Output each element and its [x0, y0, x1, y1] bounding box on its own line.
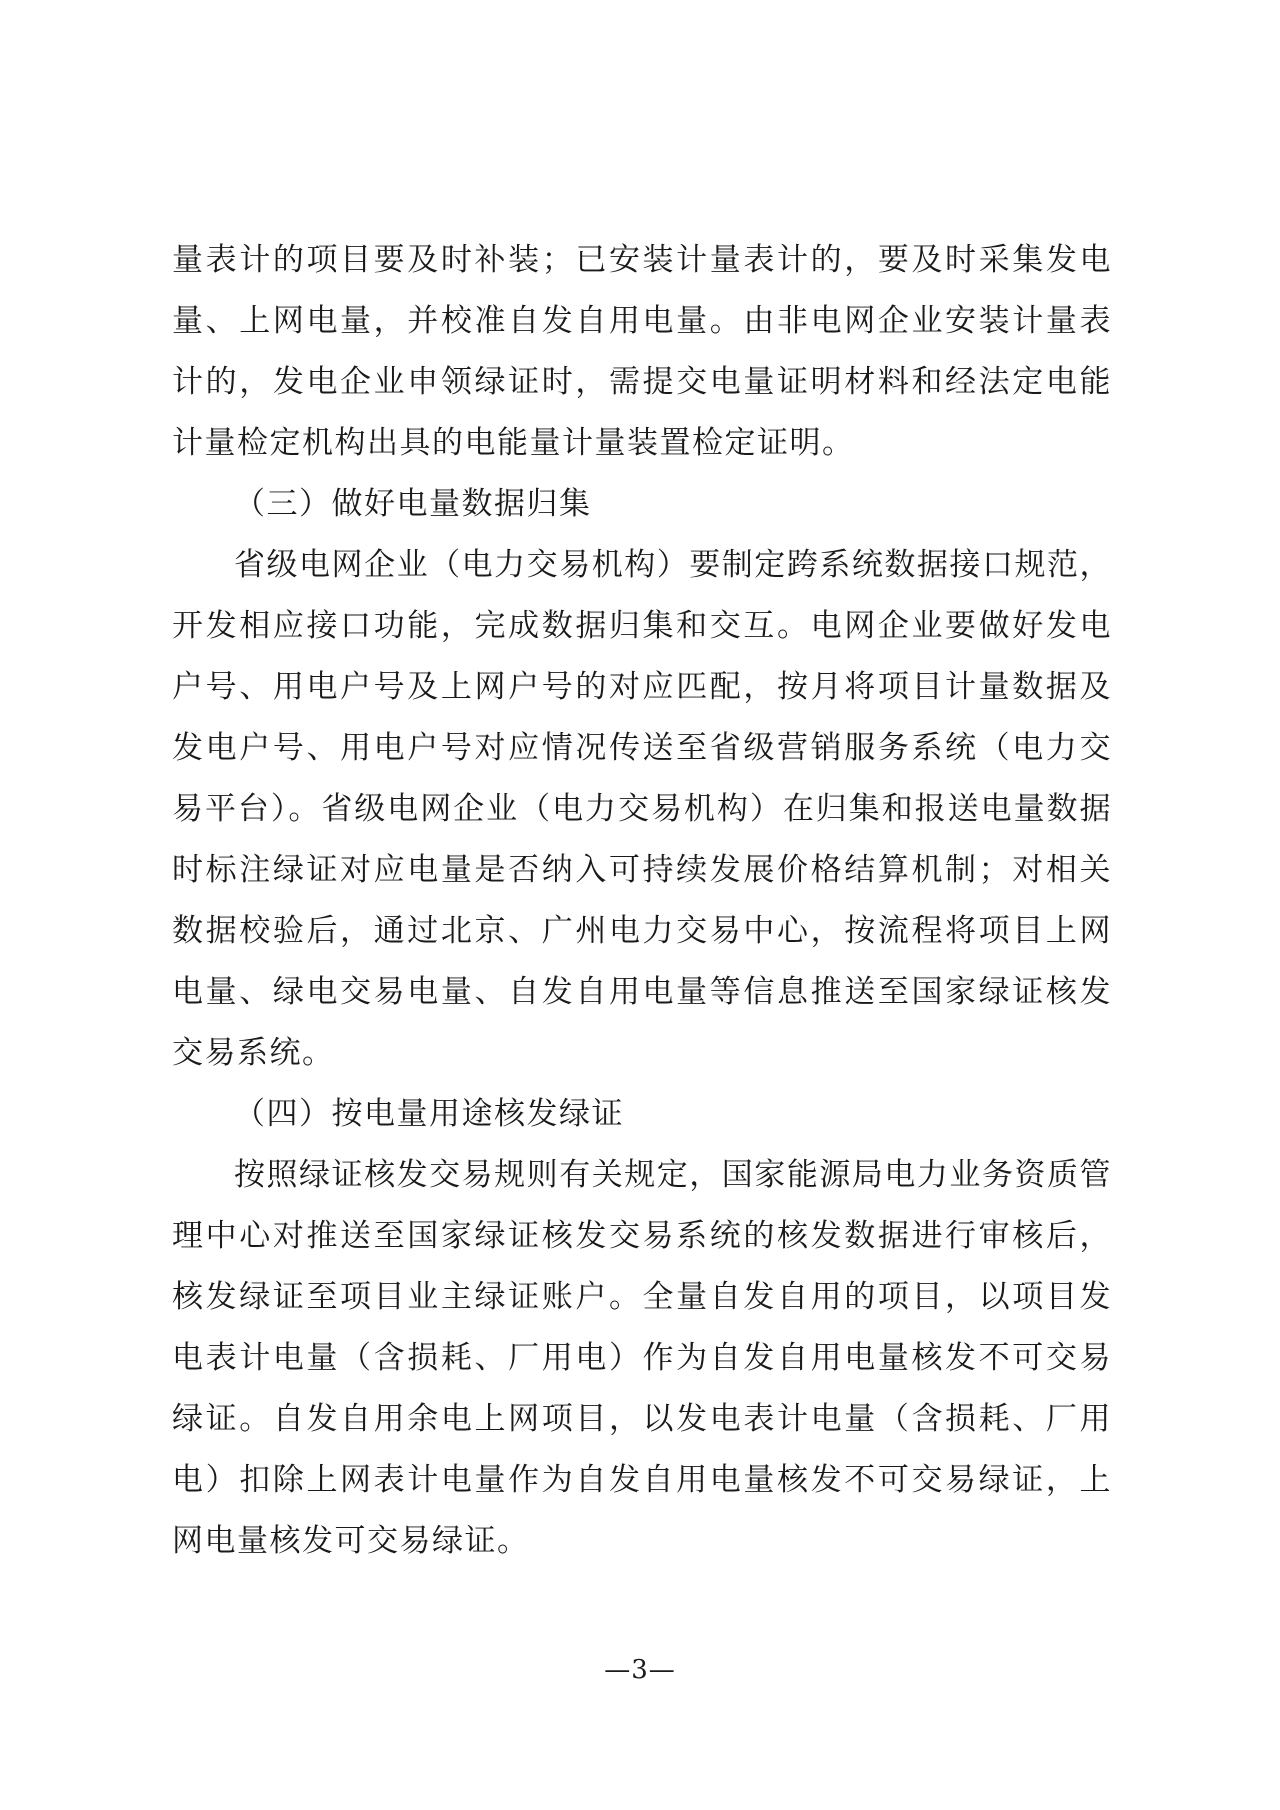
section-heading-3: （三）做好电量数据归集 — [234, 486, 592, 522]
page-number: —3— — [604, 1655, 676, 1685]
paragraph-metering-continuation: 量表计的项目要及时补装；已安装计量表计的，要及时采集发电量、上网电量，并校准自发自用电量。由非电网企业安装计量表计的，发电企业申领绿证时，需提交电量证明材料和经法定电能计量检定机构出具的电能量计量装置检定证明。 — [172, 242, 1112, 461]
paragraph-data-collection: 省级电网企业（电力交易机构）要制定跨系统数据接口规范，开发相应接口功能，完成数据归集和交互。电网企业要做好发电户号、用电户号及上网户号的对应匹配，按月将项目计量数据及发电户号、用电户号对应情况传送至省级营销服务系统（电力交易平台）。省级电网企业（电力交易机构）在归集和报送电量数据时标注绿证对应电量是否纳入可持续发展价格结算机制；对相关数据校验后，通过北京、广州电力交易中心，按流程将项目上网电量、绿电交易电量、自发自用电量等信息推送至国家绿证核发交易系统。 — [172, 547, 1112, 1071]
section-heading-4: （四）按电量用途核发绿证 — [234, 1096, 624, 1132]
document-body — [172, 230, 1112, 1572]
paragraph-certificate-issuance: 按照绿证核发交易规则有关规定，国家能源局电力业务资质管理中心对推送至国家绿证核发交易系统的核发数据进行审核后，核发绿证至项目业主绿证账户。全量自发自用的项目，以项目发电表计电量（含损耗、厂用电）作为自发自用电量核发不可交易绿证。自发自用余电上网项目，以发电表计电量（含损耗、厂用电）扣除上网表计电量作为自发自用电量核发不可交易绿证，上网电量核发可交易绿证。 — [172, 1157, 1112, 1559]
